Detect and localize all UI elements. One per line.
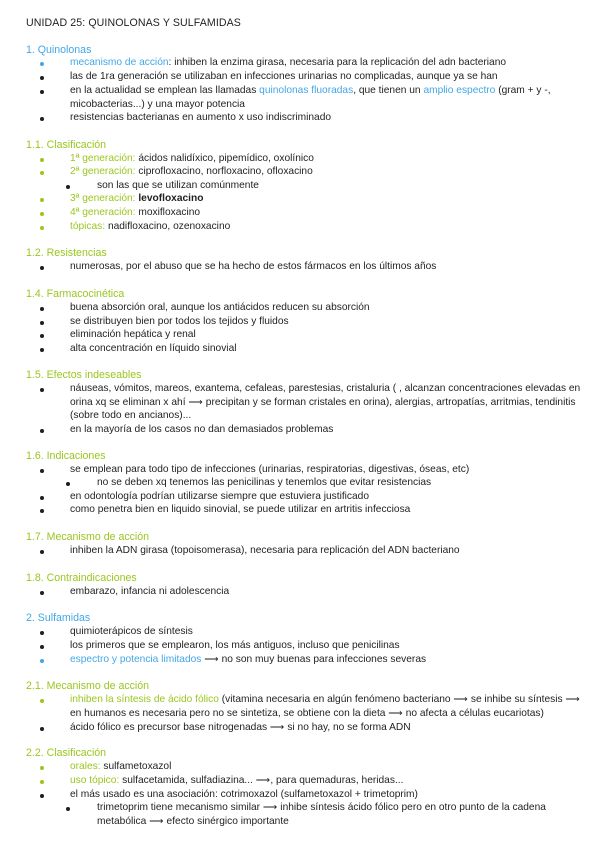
list-item: se emplean para todo tipo de infecciones (urinarias, respiratorias, digestivas, óseas, etc) [70,464,470,475]
list-item: náuseas, vómitos, mareos, exantema, cefaleas, parestesias, cristaluria ( , alcanzan concentraciones elevadas en [70,383,581,394]
list-item: en la actualidad se emplean las llamadas quinolonas fluoradas, que tienen un amplio espectro (gram + y -, [70,85,551,96]
list-item: en la mayoría de los casos no dan demasiados problemas [70,424,334,435]
bullet [40,766,44,770]
bullet [40,171,44,175]
bullet [40,550,44,554]
list-item: quimioterápicos de síntesis [70,626,193,637]
list-item: las de 1ra generación se utilizaban en infecciones urinarias no complicadas, aunque ya se han [70,71,498,82]
list-item: buena absorción oral, aunque los antiácidos reducen su absorción [70,302,370,313]
list-item: 1ª generación: ácidos nalidíxico, pipemídico, oxolínico [70,153,314,164]
bullet [40,117,44,121]
bullet [40,76,44,80]
list-item: alta concentración en líquido sinovial [70,343,237,354]
bullet [40,212,44,216]
list-item: eliminación hepática y renal [70,329,196,340]
heading-clasificacion: 1.1. Clasificación [26,139,107,151]
sub-bullet [66,185,70,189]
heading-clasificacion-sulfamidas: 2.2. Clasificación [26,747,107,759]
list-item-continuation: en humanos es necesaria pero no se sintetiza, se obtiene con la dieta ⟶ no afecta a células eucariotas) [70,708,544,719]
bullet [40,226,44,230]
list-item: embarazo, infancia ni adolescencia [70,586,230,597]
list-item: el más usado es una asociación: cotrimoxazol (sulfametoxazol + trimetoprim) [70,789,418,800]
list-item: orales: sulfametoxazol [70,761,172,772]
document-title: UNIDAD 25: QUINOLONAS Y SULFAMIDAS [26,17,241,29]
bullet [40,659,44,663]
heading-sulfamidas: 2. Sulfamidas [26,612,91,624]
list-subitem: son las que se utilizan comúnmente [97,180,259,191]
bullet [40,509,44,513]
heading-indicaciones: 1.6. Indicaciones [26,450,106,462]
list-item: uso tópico: sulfacetamida, sulfadiazina... ⟶, para quemaduras, heridas... [70,775,404,786]
list-item: inhiben la síntesis de ácido fólico (vitamina necesaria en algún fenómeno bacteriano ⟶ se inhibe su síntesis ⟶ [70,694,581,705]
bullet [40,266,44,270]
bullet [40,496,44,500]
bullet [40,645,44,649]
list-item: como penetra bien en liquido sinovial, se puede utilizar en artritis infecciosa [70,504,411,515]
list-item: inhiben la ADN girasa (topoisomerasa), necesaria para replicación del ADN bacteriano [70,545,460,556]
bullet [40,794,44,798]
heading-resistencias: 1.2. Resistencias [26,247,107,259]
list-item: mecanismo de acción: inhiben la enzima girasa, necesaria para la replicación del adn bacteriano [70,57,507,68]
list-item: los primeros que se emplearon, los más antiguos, incluso que penicilinas [70,640,400,651]
bullet [40,348,44,352]
sub-bullet [66,807,70,811]
bullet [40,198,44,202]
bullet [40,780,44,784]
list-item: tópicas: nadifloxacino, ozenoxacino [70,221,231,232]
sub-bullet [66,482,70,486]
list-item: resistencias bacterianas en aumento x uso indiscriminado [70,112,332,123]
heading-mecanismo-accion-sulfamidas: 2.1. Mecanismo de acción [26,680,150,692]
heading-contraindicaciones: 1.8. Contraindicaciones [26,572,137,584]
list-item: se distribuyen bien por todos los tejidos y fluidos [70,316,289,327]
bullet [40,469,44,473]
list-subitem: trimetoprim tiene mecanismo similar ⟶ inhibe síntesis ácido fólico pero en otro punto de la cadena [97,802,546,813]
bullet [40,591,44,595]
list-subitem-continuation: metabólica ⟶ efecto sinérgico importante [97,816,289,827]
list-item: 3ª generación: levofloxacino [70,193,204,204]
list-item: ácido fólico es precursor base nitrogenadas ⟶ si no hay, no se forma ADN [70,722,411,733]
list-item: 2ª generación: ciprofloxacino, norfloxacino, ofloxacino [70,166,313,177]
list-item: en odontología podrían utilizarse siempre que estuviera justificado [70,491,370,502]
list-item: numerosas, por el abuso que se ha hecho de estos fármacos en los últimos años [70,261,437,272]
bullet [40,158,44,162]
bullet [40,631,44,635]
list-item-continuation: (sobre todo en ancianos)... [70,410,192,421]
heading-mecanismo-accion: 1.7. Mecanismo de acción [26,531,150,543]
list-subitem: no se deben xq tenemos las penicilinas y tenemlos que evitar resistencias [97,477,432,488]
heading-farmacocinetica: 1.4. Farmacocinética [26,288,125,300]
bullet [40,699,44,703]
bullet [40,727,44,731]
bullet [40,334,44,338]
bullet [40,90,44,94]
bullet [40,62,44,66]
bullet [40,388,44,392]
bullet [40,321,44,325]
heading-quinolonas: 1. Quinolonas [26,44,92,56]
list-item-continuation: micobacterias...) y una mayor potencia [70,99,245,110]
bullet [40,429,44,433]
list-item: espectro y potencia limitados ⟶ no son muy buenas para infecciones severas [70,654,427,665]
bullet [40,307,44,311]
list-item: 4ª generación: moxifloxacino [70,207,201,218]
heading-efectos-indeseables: 1.5. Efectos indeseables [26,369,142,381]
list-item-continuation: orina xq se eliminan x ahí ⟶ precipitan y se forman cristales en orina), alergias, artropatías, arritmias, tendinitis [70,397,576,408]
